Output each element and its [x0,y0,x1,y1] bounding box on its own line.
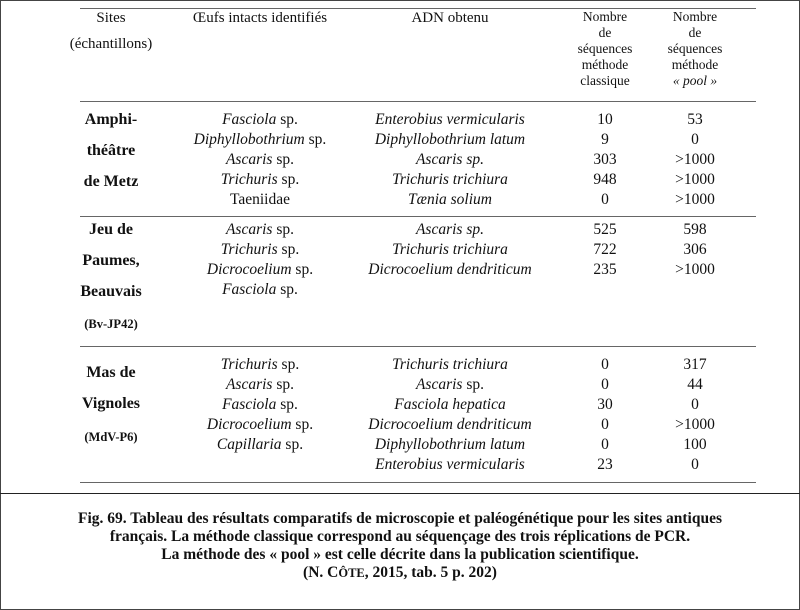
header-pool [650,9,740,89]
header-pool-line: de [688,25,702,40]
header-classic-line: classique [580,73,630,88]
egg-row: Taeniidae [229,191,291,208]
classic-value: 9 [601,131,609,148]
eggs-column-metz [175,110,345,210]
header-classic [565,9,645,89]
site-line: Paumes, [82,252,140,269]
site-line: Vignoles [81,395,141,412]
pool-value: >1000 [675,416,715,433]
group-rule-1 [80,216,756,217]
classic-value: 0 [601,416,609,433]
dna-row: Dicrocoelium dendriticum [368,416,532,433]
egg-row: Trichuris sp. [220,356,300,373]
dna-row: Enterobius vermicularis [375,111,525,128]
egg-row: Trichuris sp. [220,171,300,188]
dna-row: Ascaris sp. [415,221,485,238]
pool-value: 0 [691,131,699,148]
site-line: Mas de [86,364,136,381]
pool-value: >1000 [675,191,715,208]
pool-column-vignoles [650,355,740,475]
dna-row: Ascaris sp. [415,376,485,393]
header-eggs: Œufs intacts identifiés [192,10,328,26]
classic-value: 30 [597,396,613,413]
classic-value: 0 [601,436,609,453]
classic-value: 10 [597,111,613,128]
header-sites-line: Sites [96,10,126,26]
egg-row: Fasciola sp. [222,396,298,413]
header-dna: ADN obtenu [411,10,489,26]
dna-column-beauvais [350,220,550,280]
pool-value: 44 [687,376,703,393]
site-vignoles [62,363,160,447]
classic-column-beauvais [565,220,645,280]
site-line: théâtre [86,142,136,159]
egg-row: Ascaris sp. [225,221,295,238]
caption-rule [0,493,800,494]
pool-value: 53 [687,111,703,128]
egg-row: Ascaris sp. [225,376,295,393]
dna-row: Tænia solium [408,191,492,208]
pool-value: 317 [683,356,707,373]
header-classic-line: méthode [581,57,629,72]
pool-value: >1000 [675,171,715,188]
header-pool-line: méthode [671,57,719,72]
dna-row: Dicrocoelium dendriticum [368,261,532,278]
dna-column-vignoles [350,355,550,475]
site-code: (MdV-P6) [84,430,138,444]
figure-caption [0,510,800,582]
header-sites [62,8,160,54]
egg-row: Fasciola sp. [222,111,298,128]
caption-source: (N. CÔTE, 2015, tab. 5 p. 202) [303,564,497,581]
header-rule [80,101,756,102]
caption-line: Fig. 69. Tableau des résultats comparatifs de microscopie et paléogénétique pour les sites antiques [78,510,722,527]
pool-value: 0 [691,396,699,413]
egg-row: Ascaris sp. [225,151,295,168]
header-classic-line: Nombre [582,9,628,24]
pool-value: >1000 [675,261,715,278]
dna-row: Trichuris trichiura [392,356,508,373]
classic-value: 303 [593,151,617,168]
site-line: Jeu de [89,221,133,238]
dna-row: Trichuris trichiura [392,171,508,188]
egg-row: Dicrocoelium sp. [206,261,314,278]
dna-column-metz [350,110,550,210]
site-line: Amphi- [84,111,138,128]
header-pool-line: « pool » [672,73,718,88]
site-line: de Metz [83,173,139,190]
egg-row: Diphyllobothrium sp. [193,131,327,148]
dna-row: Ascaris sp. [415,151,485,168]
dna-row: Trichuris trichiura [392,241,508,258]
header-classic-line: de [598,25,612,40]
classic-value: 525 [593,221,617,238]
site-code: (Bv-JP42) [84,317,138,331]
header-pool-line: Nombre [672,9,718,24]
caption-line: français. La méthode classique correspond au séquençage des trois réplications de PCR. [109,528,691,545]
caption-line: La méthode des « pool » est celle décrite dans la publication scientifique. [161,546,639,563]
pool-value: 598 [683,221,707,238]
eggs-column-beauvais [175,220,345,300]
classic-value: 235 [593,261,617,278]
classic-value: 23 [597,456,613,473]
table-bottom-rule [80,482,756,483]
pool-value: 0 [691,456,699,473]
pool-column-metz [650,110,740,210]
pool-value: >1000 [675,151,715,168]
dna-row: Fasciola hepatica [394,396,506,413]
classic-value: 0 [601,191,609,208]
group-rule-2 [80,346,756,347]
egg-row: Capillaria sp. [216,436,304,453]
dna-row: Diphyllobothrium latum [374,131,526,148]
site-line: Beauvais [80,283,142,300]
egg-row: Dicrocoelium sp. [206,416,314,433]
site-beauvais [62,220,160,334]
classic-column-metz [565,110,645,210]
header-sites-line: (échantillons) [69,36,153,52]
egg-row: Fasciola sp. [222,281,298,298]
dna-row: Enterobius vermicularis [375,456,525,473]
classic-value: 722 [593,241,617,258]
header-classic-line: séquences [577,41,633,56]
classic-column-vignoles [565,355,645,475]
classic-value: 0 [601,356,609,373]
site-metz [62,110,160,192]
egg-row: Trichuris sp. [220,241,300,258]
header-pool-line: séquences [667,41,723,56]
eggs-column-vignoles [175,355,345,455]
classic-value: 948 [593,171,617,188]
pool-value: 100 [683,436,707,453]
classic-value: 0 [601,376,609,393]
dna-row: Diphyllobothrium latum [374,436,526,453]
pool-column-beauvais [650,220,740,280]
pool-value: 306 [683,241,707,258]
